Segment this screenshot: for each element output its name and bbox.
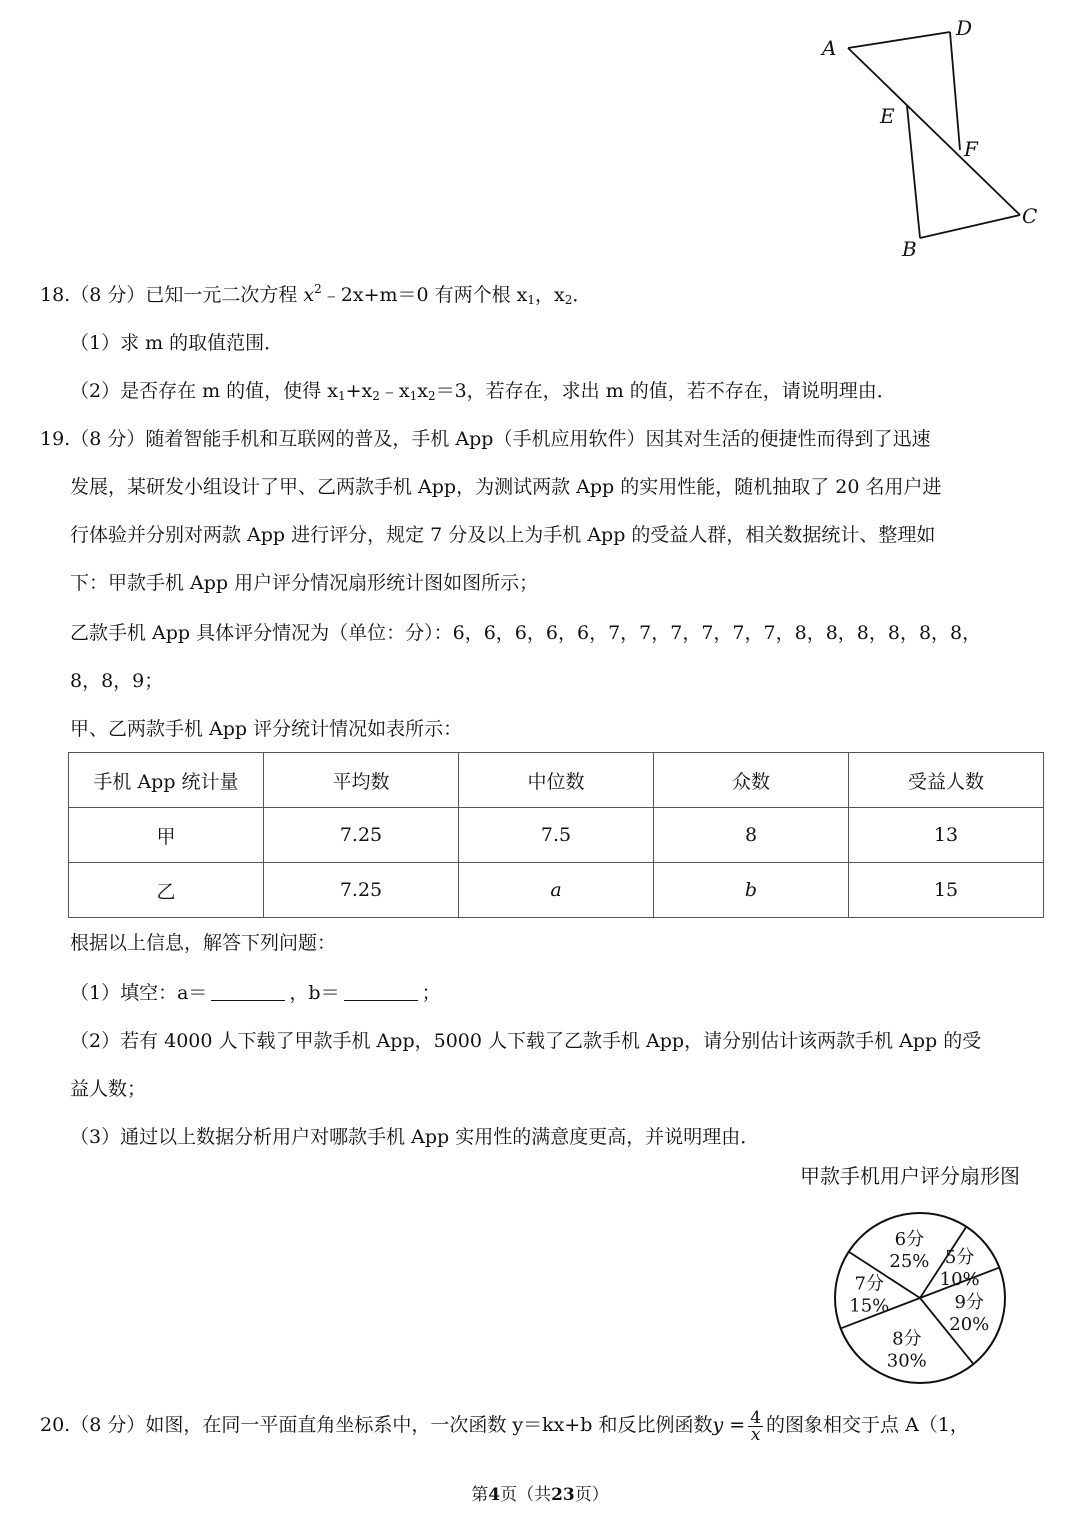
pie-slice-label: 9分 <box>954 1292 984 1314</box>
table-header: 中位数 <box>459 753 654 808</box>
q20-fraction <box>748 1407 763 1445</box>
q20-y-eq: y = <box>712 1414 746 1436</box>
segment-df <box>950 32 960 150</box>
page-footer <box>0 1480 1080 1505</box>
q19-part2b: 益人数； <box>70 1078 147 1100</box>
q19-text-1: 随着智能手机和互联网的普及，手机 App（手机应用软件）因其对生活的便捷性而得到了迅速 <box>145 428 931 450</box>
q18-p2-mid3: x <box>417 380 428 402</box>
q19-line7: 甲、乙两款手机 App 评分统计情况如表所示： <box>70 718 463 740</box>
table-cell: 乙 <box>69 863 264 918</box>
stats-table <box>68 752 1044 918</box>
footer-total-pages: 23 <box>551 1485 575 1505</box>
table-cell: 甲 <box>69 808 264 863</box>
table-header: 众数 <box>654 753 849 808</box>
q18-sub2: 2 <box>564 293 573 307</box>
pie-slice-label: 6分 <box>894 1229 925 1251</box>
table-header: 平均数 <box>264 753 459 808</box>
segment-ac <box>848 48 1020 215</box>
footer-post: 页） <box>574 1485 609 1505</box>
q18-p2-mid2: ﹣x <box>379 380 410 402</box>
label-d: D <box>956 16 973 40</box>
pie-slice-percent: 25% <box>889 1251 930 1273</box>
q18-number: 18. <box>40 284 71 306</box>
q20-stem <box>40 1405 969 1445</box>
q19-score: （8 分） <box>70 428 146 450</box>
answer-blank-a[interactable] <box>211 982 285 1001</box>
q18-x: x <box>303 284 315 306</box>
geometry-figure <box>810 10 1050 265</box>
table-header: 受益人数 <box>849 753 1044 808</box>
q19-line5: 乙款手机 App 具体评分情况为（单位：分）：6，6，6，6，6，7，7，7，7，7，7，8，8，8，8，8，8， <box>70 622 982 644</box>
pie-slice-percent: 20% <box>949 1314 990 1336</box>
q18-part2 <box>70 378 896 404</box>
table-cell: 13 <box>849 808 1044 863</box>
q18-p2-sub4: 2 <box>427 389 436 403</box>
table-cell: 7.5 <box>459 808 654 863</box>
label-c: C <box>1022 204 1038 228</box>
pie-slice-label: 8分 <box>892 1328 922 1350</box>
q18-p2-end: ＝3，若存在，求出 m 的值，若不存在，请说明理由． <box>435 380 896 402</box>
pie-slice-percent: 30% <box>886 1350 927 1372</box>
q19-number: 19. <box>40 428 71 450</box>
q18-sub1: 1 <box>527 293 536 307</box>
segment-ad <box>848 32 950 48</box>
q18-stem <box>40 282 591 308</box>
q20-text-pre: 如图，在同一平面直角坐标系中，一次函数 y＝kx+b 和反比例函数 <box>145 1414 713 1436</box>
table-cell: 15 <box>849 863 1044 918</box>
table-cell: 8 <box>654 808 849 863</box>
q19-part2a: （2）若有 4000 人下载了甲款手机 App，5000 人下载了乙款手机 App，请分别估计该两款手机 App 的受 <box>70 1030 982 1052</box>
q19-line1 <box>40 426 930 452</box>
q19-part1 <box>70 980 441 1006</box>
q18-text-end: ，x <box>535 284 565 306</box>
label-f: F <box>964 137 978 161</box>
q18-p2-sub1: 1 <box>337 389 346 403</box>
segment-be <box>907 106 920 238</box>
q19-line3: 行体验并分别对两款 App 进行评分，规定 7 分及以上为手机 App 的受益人群，相关数据统计、整理如 <box>70 524 936 546</box>
q18-p2-sub3: 1 <box>409 389 418 403</box>
table-cell: a <box>459 863 654 918</box>
table-row <box>69 808 1044 863</box>
table-header-row <box>69 753 1044 808</box>
q18-sup: 2 <box>314 282 322 296</box>
table-row <box>69 863 1044 918</box>
q19-line4: 下：甲款手机 App 用户评分情况扇形统计图如图所示； <box>70 572 539 594</box>
q20-score: （8 分） <box>70 1414 146 1436</box>
q20-number: 20. <box>40 1414 71 1436</box>
label-e: E <box>880 104 895 128</box>
answer-blank-b[interactable] <box>344 982 418 1001</box>
q18-text-tail: ． <box>572 284 592 306</box>
q19-line2: 发展，某研发小组设计了甲、乙两款手机 App，为测试两款 App 的实用性能，随机抽取了 20 名用户进 <box>70 476 942 498</box>
pie-slice-percent: 10% <box>939 1268 980 1290</box>
fraction-numerator: 4 <box>750 1407 762 1428</box>
q18-p2-sub2: 2 <box>372 389 380 403</box>
table-header: 手机 App 统计量 <box>69 753 264 808</box>
pie-chart <box>820 1195 1020 1395</box>
q18-text-mid: ﹣2x+m＝0 有两个根 x <box>321 284 528 306</box>
footer-page-number: 4 <box>488 1485 501 1505</box>
q19-line8: 根据以上信息，解答下列问题： <box>70 932 337 954</box>
label-a: A <box>822 36 837 60</box>
q19-p1-pre: （1）填空：a＝ <box>70 982 208 1004</box>
q19-p1-end: ； <box>421 982 441 1004</box>
q18-text: 已知一元二次方程 <box>145 284 304 306</box>
footer-mid: 页（共 <box>500 1485 552 1505</box>
pie-slice-percent: 15% <box>849 1295 890 1317</box>
q19-p1-mid: ，b＝ <box>289 982 340 1004</box>
table-cell: b <box>654 863 849 918</box>
label-b: B <box>902 237 917 261</box>
q18-score: （8 分） <box>70 284 146 306</box>
pie-slice-label: 5分 <box>944 1246 975 1268</box>
fraction-denominator: x <box>750 1424 761 1445</box>
q18-part1: （1）求 m 的取值范围． <box>70 332 284 354</box>
q19-part3: （3）通过以上数据分析用户对哪款手机 App 实用性的满意度更高，并说明理由． <box>70 1126 760 1148</box>
chart-title: 甲款手机用户评分扇形图 <box>800 1164 1020 1188</box>
q20-text-post: 的图象相交于点 A（1， <box>766 1414 969 1436</box>
pie-slice-label: 7分 <box>854 1273 885 1295</box>
q18-p2-pre: （2）是否存在 m 的值，使得 x <box>70 380 338 402</box>
q18-p2-mid1: +x <box>345 380 373 402</box>
footer-pre: 第 <box>471 1485 489 1505</box>
table-cell: 7.25 <box>264 808 459 863</box>
segment-cb <box>920 215 1020 238</box>
q19-line6: 8，8，9； <box>70 670 164 692</box>
table-cell: 7.25 <box>264 863 459 918</box>
